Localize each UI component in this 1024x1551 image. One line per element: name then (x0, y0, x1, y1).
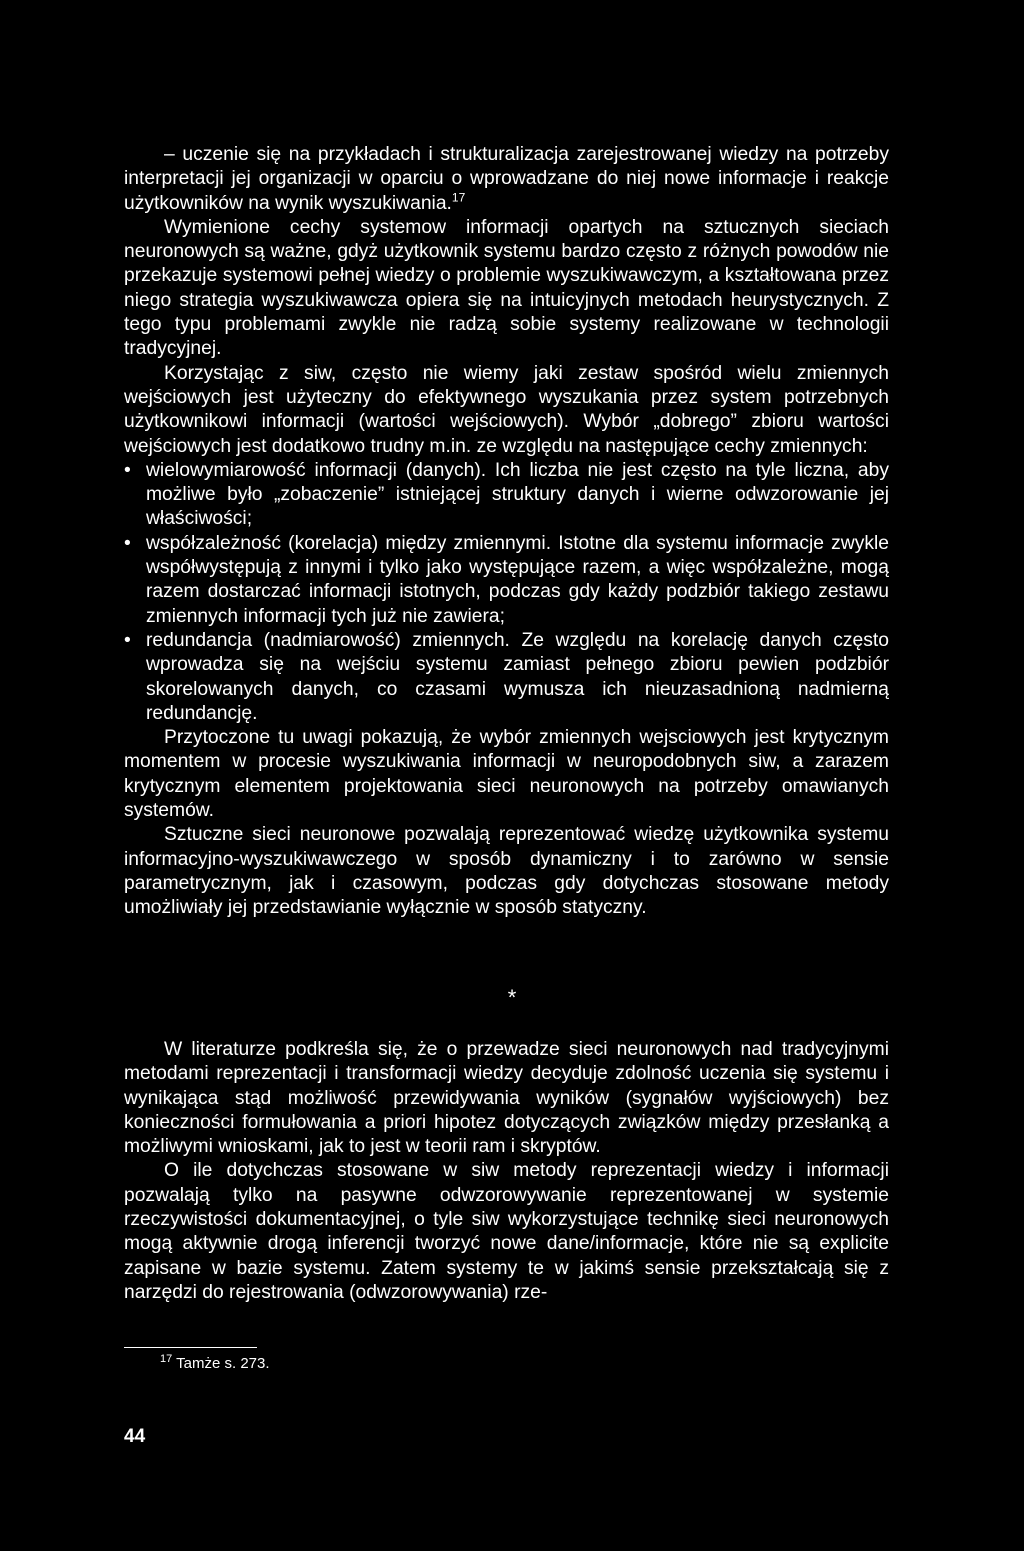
second-text-block (124, 1038, 889, 1305)
list-item-text: współzależność (korelacja) między zmiennymi. Istotne dla systemu informacje zwykle współwystępują z innymi i tylko jako występujące razem, a więc współzależne, mogą razem dostarczać informacji istotnych, podczas gdy każdy podzbiór takiego zestawu zmiennych informacji tych już nie zawiera; (146, 532, 889, 627)
bullet-icon: • (124, 629, 131, 651)
footnote-reference: 17 (451, 190, 466, 205)
bullet-icon: • (124, 532, 131, 554)
footnote-divider (124, 1347, 257, 1348)
footnote-number: 17 (160, 1353, 173, 1365)
paragraph: O ile dotychczas stosowane w siw metody reprezentacji wiedzy i informacji pozwalają tylko na pasywne odwzorowywanie reprezentowanej w systemie rzeczywistości dokumentacyjnej, o tyle siw wykorzystujące technikę sieci neuronowych mogą aktywnie drogą inferencji tworzyć nowe dane/informacje, które nie są explicite zapisane w bazie systemu. Zatem systemy te w jakimś sensie przekształcają się z narzędzi do rejestrowania (odwzorowywania) rze- (124, 1160, 889, 1303)
paragraph-text: – uczenie się na przykładach i strukturalizacja zarejestrowanej wiedzy na potrzeby interpretacji jej organizacji w oparciu o wprowadzane do niej nowe informacje i reakcje użytkowników na wynik wyszukiwania. (124, 144, 889, 214)
paragraph: W literaturze podkreśla się, że o przewadze sieci neuronowych nad tradycyjnymi metodami reprezentacji i transformacji wiedzy decyduje zdolność uczenia się systemu i wynikająca stąd możliwość przewidywania wyników (sygnałów wyjściowych) bez konieczności formułowania a priori hipotez dotyczących związków między przesłanką a możliwymi wnioskami, jak to jest w teorii ram i skryptów. (124, 1039, 889, 1158)
paragraph: Przytoczone tu uwagi pokazują, że wybór zmiennych wejsciowych jest krytycznym momentem w procesie wyszukiwania informacji w neuropodobnych siw, a zarazem krytycznym elementem projektowania sieci neuronowych na potrzeby omawianych systemów. (124, 727, 889, 822)
paragraph (124, 143, 889, 216)
list-item (124, 459, 889, 532)
list-item-text: redundancja (nadmiarowość) zmiennych. Ze względu na korelację danych często wprowadza się na wejściu systemu zamiast pełnego zbioru pewien podzbiór skorelowanych danych, co czasami wymusza ich nieuzasadnioną nadmierną redundancję. (146, 629, 889, 724)
paragraph: Sztuczne sieci neuronowe pozwalają reprezentować wiedzę użytkownika systemu informacyjno-wyszukiwawczego w sposób dynamiczny i to zarówno w sensie parametrycznym, jak i czasowym, podczas gdy dotychczas stosowane metody umożliwiały jej przedstawianie wyłącznie w sposób statyczny. (124, 824, 889, 919)
paragraph: Wymienione cechy systemow informacji opartych na sztucznych sieciach neuronowych są ważne, gdyż użytkownik systemu bardzo często z różnych powodów nie przekazuje systemowi pełnej wiedzy o problemie wyszukiwawczym, a kształtowana przez niego strategia wyszukiwawcza opiera się na intuicyjnych metodach heurystycznych. Z tego typu problemami zwykle nie radzą sobie systemy realizowane w technologii tradycyjnej. (124, 216, 889, 360)
list-item (124, 629, 889, 726)
bullet-icon: • (124, 459, 131, 481)
footnote (160, 1354, 270, 1374)
list-item-text: wielowymiarowość informacji (danych). Ich liczba nie jest często na tyle liczna, aby możliwe było „zobaczenie” istniejącej struktury danych i wierne odwzorowanie jej właściwości; (146, 459, 889, 530)
section-separator: * (507, 985, 517, 1010)
list-item (124, 532, 889, 629)
paragraph: Korzystając z siw, często nie wiemy jaki zestaw spośród wielu zmiennych wejściowych jest użyteczny do efektywnego wyszukania przez system potrzebnych użytkownikowi informacji (wartości wejściowych). Wybór „dobrego” zbioru wartości wejściowych jest dodatkowo trudny m.in. ze względu na następujące cechy zmiennych: (124, 362, 889, 457)
page-number: 44 (124, 1426, 146, 1447)
main-text-block (124, 143, 889, 921)
footnote-text: Tamże s. 273. (176, 1355, 270, 1372)
